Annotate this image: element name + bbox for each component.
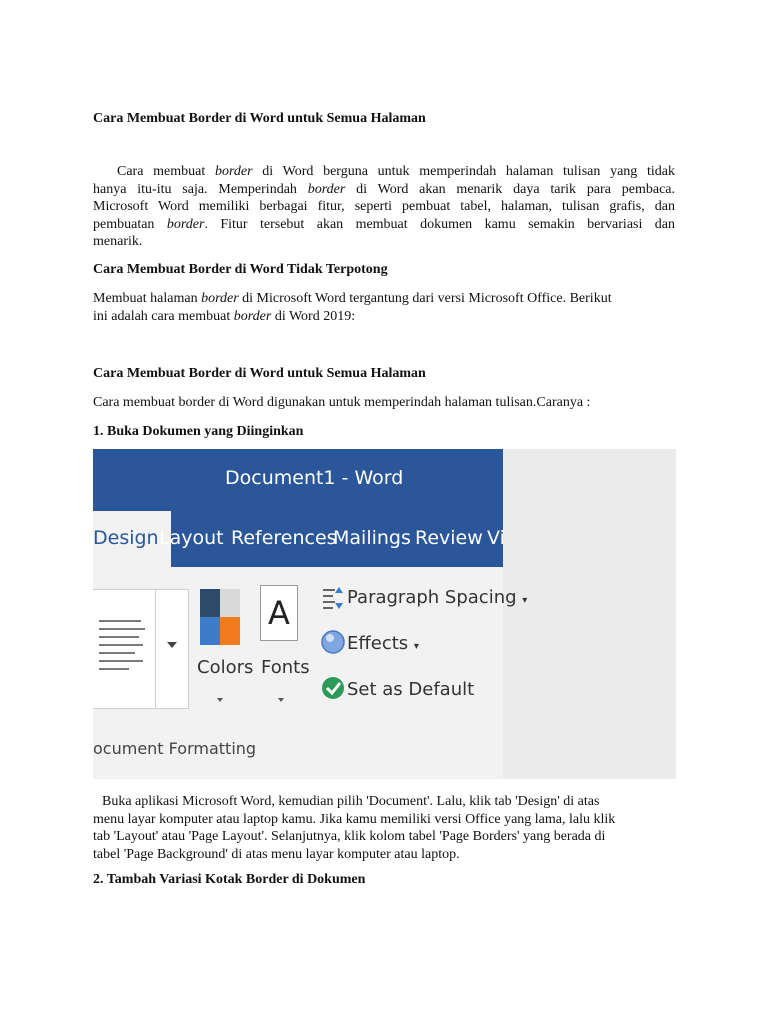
gallery-more-button[interactable] [155,589,189,709]
heading-border-all-pages: Cara Membuat Border di Word untuk Semua Halaman [93,111,426,126]
step-1-line-2: menu layar komputer atau laptop kamu. Jika kamu memiliki versi Office yang lama, lalu klik [93,811,616,827]
tab-review[interactable]: Review [415,527,483,549]
checkmark-icon [321,675,347,701]
version-line-2: ini adalah cara membuat border di Word 2019: [93,308,356,324]
tab-references[interactable]: References [231,527,337,549]
method-line: Cara membuat border di Word digunakan untuk memperindah halaman tulisan.Caranya : [93,395,591,410]
intro-line-4: pembuatan border. Fitur tersebut akan membuat dokumen kamu semakin bervariasi dan [93,216,676,232]
intro-line-2: hanya itu-itu saja. Memperindah border di Word akan menarik daya tarik para pembaca. [93,181,675,197]
window-title: Document1 - Word [225,467,404,489]
word-window [93,449,528,779]
fonts-icon[interactable]: A [260,585,298,641]
paragraph-spacing-button[interactable]: Paragraph Spacing ▾ [347,587,528,608]
tab-view[interactable]: Vi [487,527,505,549]
step-1-heading: 1. Buka Dokumen yang Diinginkan [93,424,304,439]
heading-all-pages-2: Cara Membuat Border di Word untuk Semua Halaman [93,366,426,381]
intro-paragraph [93,163,675,251]
tab-layout[interactable]: Layout [159,527,224,549]
set-as-default-button[interactable]: Set as Default [347,679,475,700]
colors-palette-icon[interactable] [200,589,240,645]
title-bar [93,449,503,511]
fonts-dropdown-icon [278,698,284,702]
method-paragraph [93,394,675,412]
tab-design[interactable]: Design [93,511,171,567]
step-1-line-3: tab 'Layout' atau 'Page Layout'. Selanjutnya, klik kolom tabel 'Page Borders' yang berada di [93,829,606,844]
colors-dropdown-icon [217,698,223,702]
style-set-thumbnail[interactable] [93,589,156,709]
version-line-1: Membuat halaman border di Microsoft Word tergantung dari versi Microsoft Office. Berikut [93,291,612,306]
version-paragraph [93,290,675,325]
intro-line-3: Microsoft Word memiliki berbagai fitur, seperti pembuat tabel, halaman, tulisan grafis, dan [93,199,675,214]
step-1-line-1: Buka aplikasi Microsoft Word, kemudian pilih 'Document'. Lalu, klik tab 'Design' di atas [102,794,600,809]
effects-button[interactable]: Effects ▾ [347,633,419,654]
tab-mailings[interactable]: Mailings [333,527,411,549]
step-1-paragraph [93,793,675,863]
step-1-line-4: tabel 'Page Background' di atas menu layar komputer atau laptop. [93,846,460,862]
chevron-down-icon [167,642,177,648]
ribbon-tabs [93,511,503,567]
ribbon-body [93,567,528,779]
word-ribbon-screenshot [93,449,676,779]
fonts-label[interactable]: Fonts [261,657,310,678]
step-2-heading: 2. Tambah Variasi Kotak Border di Dokumen [93,872,366,887]
heading-not-cut: Cara Membuat Border di Word Tidak Terpotong [93,262,388,277]
paragraph-spacing-icon [321,585,345,611]
effects-icon [321,629,347,655]
intro-line-5: menarik. [93,234,143,249]
colors-label[interactable]: Colors [197,657,254,678]
group-label-document-formatting: ocument Formatting [93,739,257,758]
intro-line-1: Cara membuat border di Word berguna untuk memperindah halaman tulisan yang tidak [117,164,675,179]
